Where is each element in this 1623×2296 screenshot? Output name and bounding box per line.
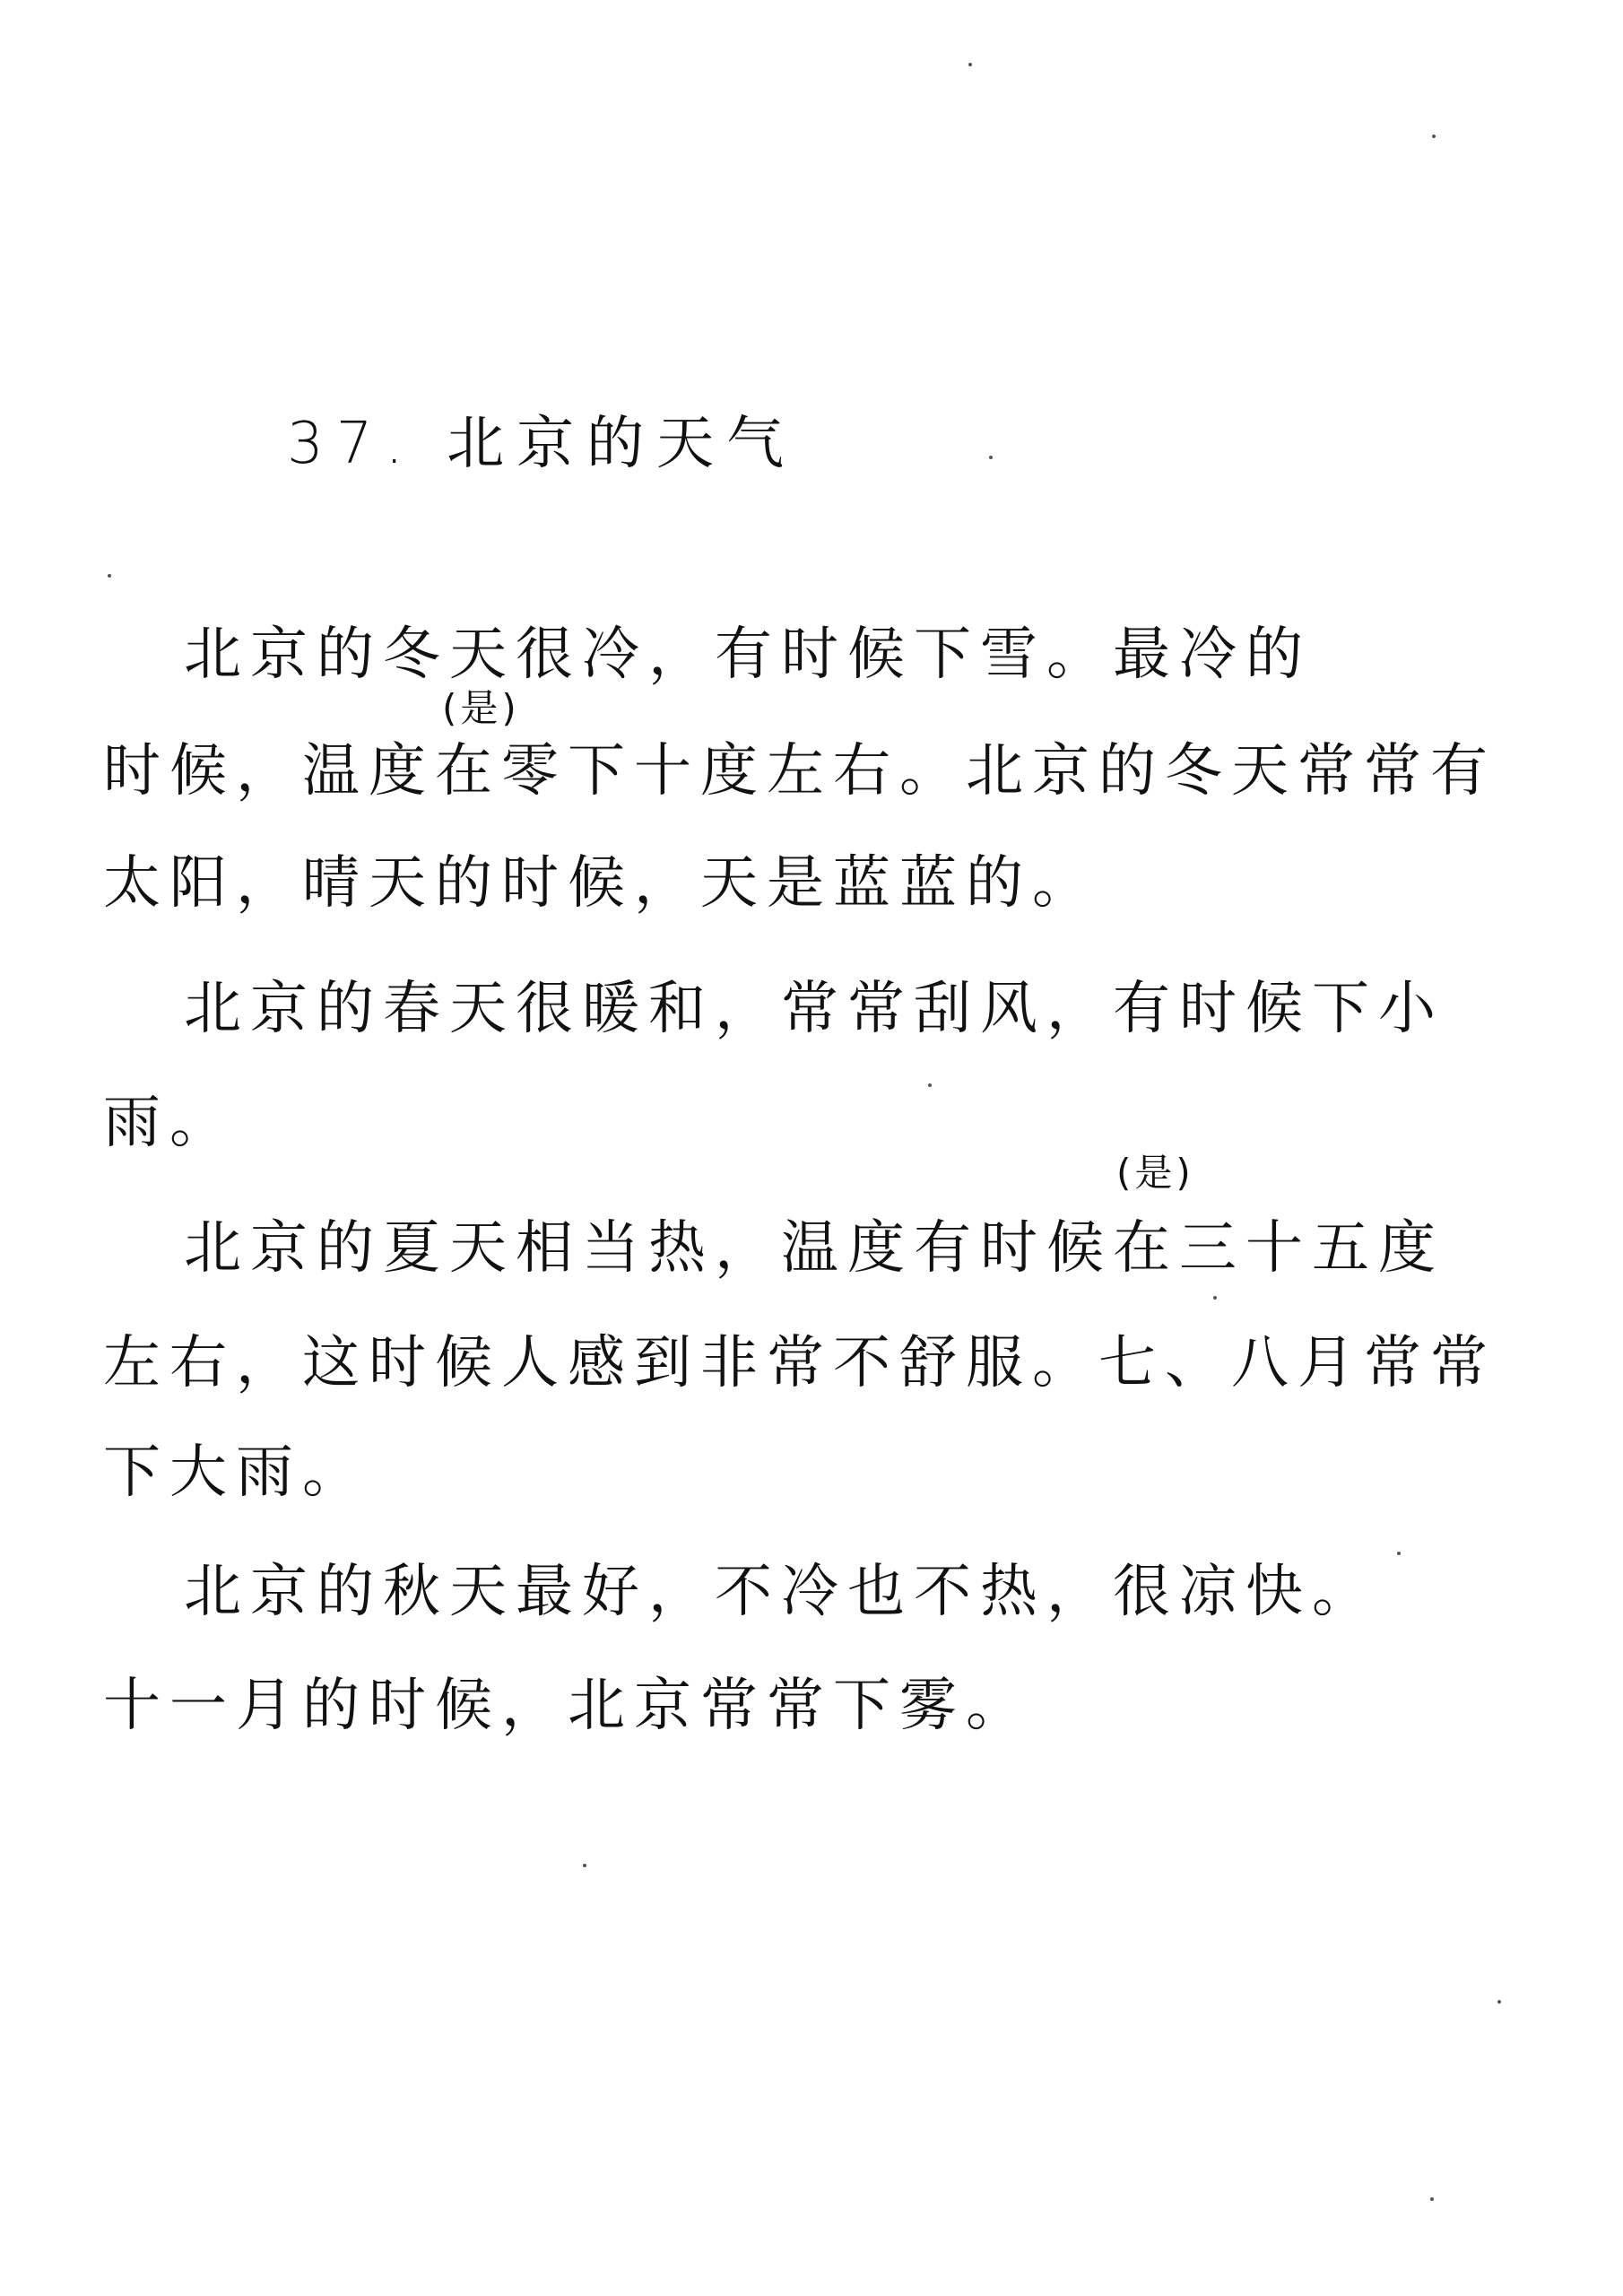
correction-annotation-summer: (是) <box>1116 1151 1194 1195</box>
paragraph-summer-line-3: 下大雨。 <box>103 1439 369 1506</box>
scan-speck <box>1432 135 1436 138</box>
paragraph-spring-line-1: 北京的春天很暖和，常常刮风，有时候下小 <box>184 976 1445 1042</box>
paragraph-autumn-line-2: 十一月的时候，北京常常下雾。 <box>103 1673 1032 1739</box>
scan-speck <box>108 574 111 578</box>
paragraph-winter-line-1: 北京的冬天很冷，有时候下雪。最冷的 <box>184 622 1312 688</box>
paragraph-winter-line-3: 太阳，晴天的时候，天是蓝蓝的。 <box>103 850 1098 917</box>
scan-speck <box>1430 2197 1434 2201</box>
scan-speck <box>989 456 993 459</box>
scan-speck <box>583 1864 586 1867</box>
paragraph-winter-line-2: 时候，温度在零下十度左右。北京的冬天常常有 <box>103 738 1497 804</box>
scan-speck <box>1397 1552 1401 1555</box>
paragraph-autumn-line-1: 北京的秋天最好，不冷也不热，很凉快。 <box>184 1559 1378 1625</box>
paragraph-summer-line-1: 北京的夏天相当热，温度有时候在三十五度 <box>184 1215 1445 1282</box>
paragraph-summer-line-2: 左右，这时候人感到非常不舒服。七、八月常常 <box>103 1330 1497 1396</box>
scan-speck <box>1497 2000 1501 2004</box>
paragraph-spring-line-2: 雨。 <box>103 1090 236 1156</box>
scan-speck <box>1213 1296 1217 1300</box>
scan-speck <box>968 63 972 66</box>
correction-annotation-winter: (是) <box>442 686 520 730</box>
scan-speck <box>928 1083 932 1087</box>
page-title: 37. 北京的天气 <box>287 411 797 477</box>
